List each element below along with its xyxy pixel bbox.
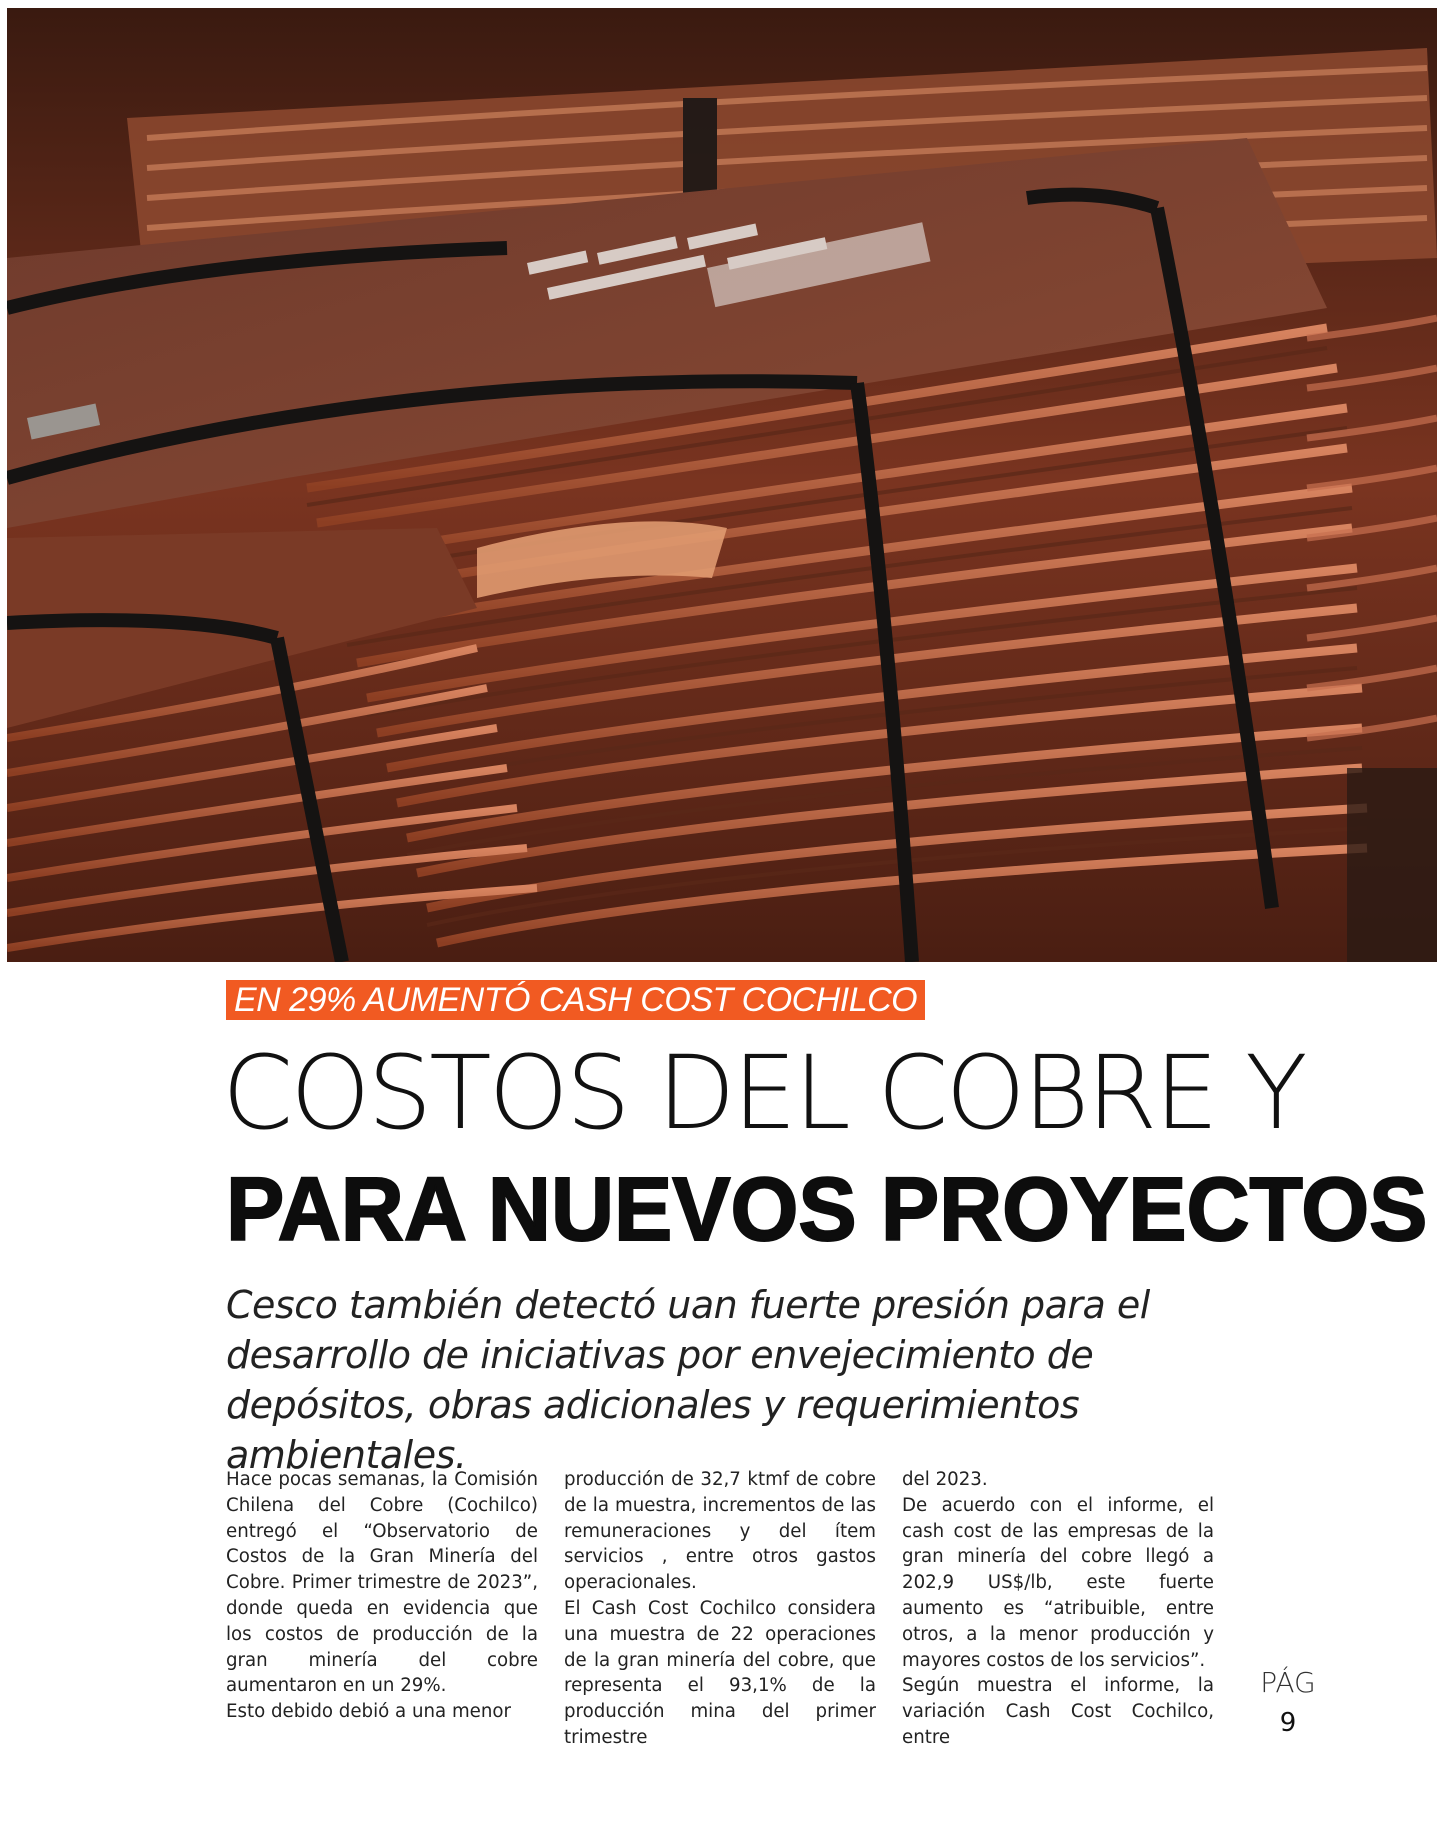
- paragraph: Esto debido debió a una menor: [226, 1701, 511, 1723]
- page-label: PÁG: [1260, 1666, 1316, 1699]
- paragraph: producción de 32,7 ktmf de cobre de la muestra, incrementos de las remuneraciones y del ítem servicios , entre otros gastos operacionales.: [564, 1469, 876, 1594]
- body-column-1: [226, 1467, 538, 1725]
- paragraph: De acuerdo con el informe, el cash cost de las empresas de la gran minería del cobre llegó a 202,9 US$/lb, este fuerte aumento es “atribuible, entre otros, a la menor producción y mayores costos de los servicios”.: [902, 1494, 1214, 1671]
- body-column-3: [902, 1467, 1214, 1751]
- hero-photo-copper-cathodes: [7, 8, 1437, 962]
- paragraph: Según muestra el informe, la variación Cash Cost Cochilco, entre: [902, 1675, 1214, 1748]
- paragraph: del 2023.: [902, 1469, 988, 1490]
- headline-line-1: COSTOS DEL COBRE Y: [222, 1034, 1305, 1153]
- copper-cathodes-illustration: [7, 8, 1437, 962]
- deck-subtitle: Cesco también detectó uan fuerte presión para el desarrollo de iniciativas por envejecimiento de depósitos, obras adicionales y requerimientos ambientales.: [226, 1283, 1150, 1477]
- paragraph: Hace pocas semanas, la Comisión Chilena del Cobre (Cochilco) entregó el “Observatorio de Costos de la Gran Minería del Cobre. Primer trimestre de 2023”, donde queda en evidencia que los costos de producción de la gran minería del cobre aumentaron en un 29%.: [226, 1469, 538, 1697]
- body-column-2: [564, 1467, 876, 1751]
- paragraph: El Cash Cost Cochilco considera una muestra de 22 operaciones de la gran minería del cobre, que representa el 93,1% de la producción mina del primer trimestre: [564, 1597, 876, 1748]
- page-number: 9: [1279, 1708, 1297, 1738]
- headline-line-2: PARA NUEVOS PROYECTOS: [226, 1160, 1428, 1260]
- kicker-label: EN 29% AUMENTÓ CASH COST COCHILCO: [226, 980, 925, 1020]
